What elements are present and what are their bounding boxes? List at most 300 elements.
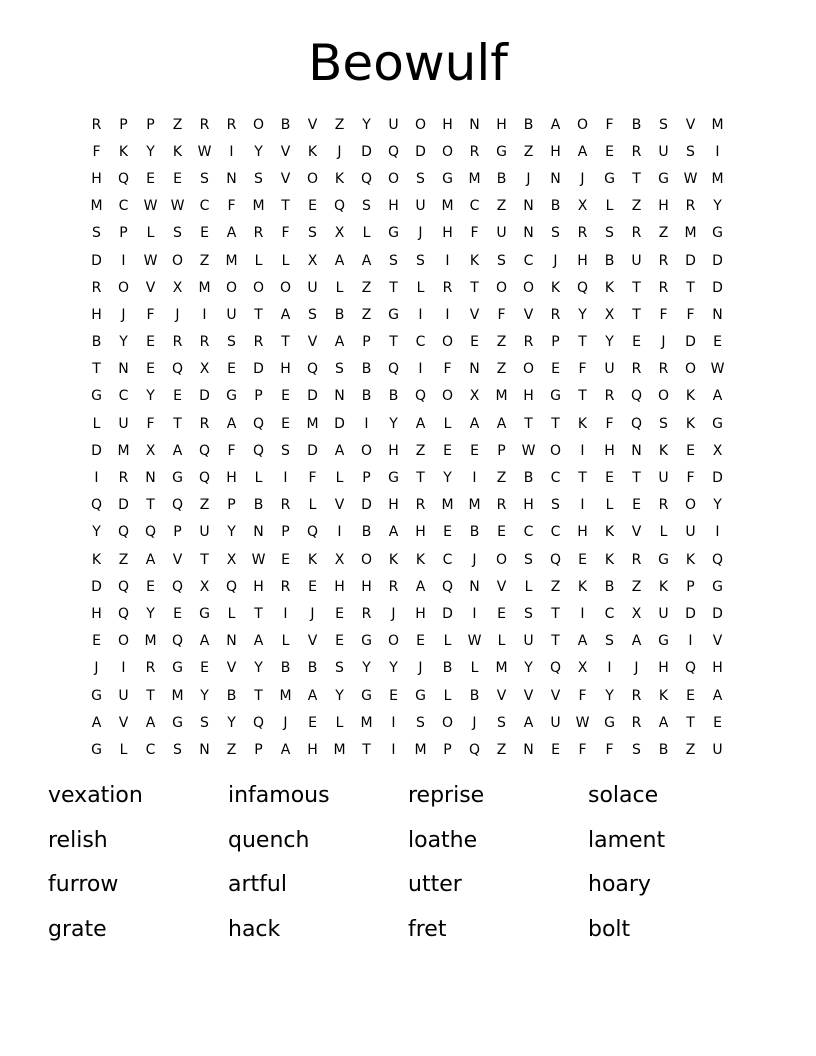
grid-cell: Y (146, 388, 155, 405)
grid-cell: L (605, 198, 614, 215)
grid-cell: S (605, 633, 614, 650)
grid-cell: H (658, 660, 669, 677)
grid-cell: C (118, 198, 129, 215)
grid-cell: A (280, 741, 291, 758)
grid-cell: O (441, 388, 454, 405)
grid-cell: Z (361, 306, 372, 323)
grid-cell: Q (225, 578, 238, 595)
grid-cell: D (199, 388, 210, 405)
grid-cell: X (334, 225, 345, 242)
grid-cell: O (387, 633, 400, 650)
grid-cell: S (497, 714, 506, 731)
grid-cell: E (281, 388, 290, 405)
grid-row (83, 383, 731, 410)
grid-cell: X (307, 252, 318, 269)
grid-cell: C (523, 524, 534, 541)
grid-cell: I (445, 252, 450, 269)
grid-cell: L (524, 578, 533, 595)
grid-cell: Q (117, 578, 130, 595)
grid-cell: X (334, 551, 345, 568)
grid-cell: W (143, 198, 158, 215)
grid-cell: O (279, 279, 292, 296)
grid-cell: O (171, 252, 184, 269)
grid-cell: U (226, 306, 237, 323)
grid-cell: B (361, 388, 372, 405)
grid-cell: A (226, 415, 237, 432)
letter-grid (83, 111, 731, 764)
grid-cell: H (226, 470, 237, 487)
grid-cell: R (631, 551, 642, 568)
grid-cell: K (307, 143, 318, 160)
grid-cell: Z (631, 198, 642, 215)
grid-cell: T (686, 279, 695, 296)
grid-cell: G (658, 633, 669, 650)
grid-cell: Q (252, 442, 265, 459)
grid-cell: U (118, 687, 129, 704)
grid-cell: N (226, 633, 237, 650)
grid-cell: Q (306, 361, 319, 378)
grid-cell: Z (334, 116, 345, 133)
grid-cell: M (252, 198, 265, 215)
grid-cell: J (472, 551, 477, 568)
grid-cell: L (227, 605, 236, 622)
grid-cell: J (472, 714, 477, 731)
grid-cell: P (497, 442, 506, 459)
grid-cell: U (307, 279, 318, 296)
grid-cell: E (335, 633, 344, 650)
grid-cell: E (470, 442, 479, 459)
grid-cell: O (684, 361, 697, 378)
grid-cell: I (391, 714, 396, 731)
grid-cell: A (334, 252, 345, 269)
grid-cell: Q (171, 633, 184, 650)
grid-cell: I (445, 306, 450, 323)
grid-cell: Z (496, 361, 507, 378)
grid-cell: G (550, 388, 561, 405)
word-list-item: reprise (408, 783, 485, 808)
grid-row (83, 165, 731, 192)
grid-cell: B (91, 334, 102, 351)
grid-cell: Y (362, 116, 371, 133)
grid-cell: E (578, 551, 587, 568)
grid-cell: C (442, 551, 453, 568)
grid-cell: N (334, 388, 345, 405)
grid-cell: E (92, 633, 101, 650)
grid-cell: D (442, 605, 453, 622)
grid-cell: Y (146, 605, 155, 622)
grid-cell: T (578, 388, 587, 405)
grid-cell: V (523, 687, 534, 704)
grid-cell: L (470, 660, 479, 677)
grid-cell: G (712, 578, 723, 595)
grid-cell: R (415, 497, 426, 514)
grid-cell: K (658, 442, 669, 459)
grid-cell: L (308, 497, 317, 514)
grid-cell: Z (361, 279, 372, 296)
grid-cell: S (416, 170, 425, 187)
grid-cell: E (335, 605, 344, 622)
grid-cell: J (121, 306, 126, 323)
grid-cell: R (199, 415, 210, 432)
grid-cell: N (469, 578, 480, 595)
grid-cell: F (605, 741, 614, 758)
grid-cell: K (415, 551, 426, 568)
grid-cell: P (281, 524, 290, 541)
grid-cell: T (578, 470, 587, 487)
grid-cell: G (226, 388, 237, 405)
grid-cell: A (253, 633, 264, 650)
grid-cell: K (685, 415, 696, 432)
grid-cell: U (685, 524, 696, 541)
grid-cell: P (443, 741, 452, 758)
grid-cell: A (469, 415, 480, 432)
grid-cell: D (712, 605, 723, 622)
grid-cell: E (443, 524, 452, 541)
grid-cell: T (578, 334, 587, 351)
grid-cell: S (308, 225, 317, 242)
grid-cell: U (604, 361, 615, 378)
grid-row (83, 193, 731, 220)
grid-cell: K (577, 415, 588, 432)
grid-cell: L (254, 470, 263, 487)
grid-cell: I (418, 361, 423, 378)
grid-cell: K (658, 578, 669, 595)
grid-cell: A (280, 306, 291, 323)
grid-cell: D (91, 442, 102, 459)
grid-cell: W (197, 143, 212, 160)
grid-cell: N (469, 116, 480, 133)
grid-row (83, 247, 731, 274)
grid-cell: V (496, 578, 507, 595)
grid-row (83, 329, 731, 356)
grid-cell: T (146, 497, 155, 514)
grid-cell: T (254, 687, 263, 704)
grid-cell: V (145, 279, 156, 296)
grid-cell: Z (658, 225, 669, 242)
grid-cell: Q (630, 388, 643, 405)
grid-cell: I (472, 470, 477, 487)
grid-cell: A (361, 252, 372, 269)
grid-cell: B (523, 116, 534, 133)
grid-cell: B (604, 252, 615, 269)
grid-cell: H (388, 198, 399, 215)
word-list-item: furrow (48, 872, 119, 897)
grid-cell: C (523, 252, 534, 269)
grid-cell: Y (713, 198, 722, 215)
grid-cell: M (495, 388, 508, 405)
grid-cell: G (712, 225, 723, 242)
grid-cell: Z (199, 252, 210, 269)
grid-cell: U (415, 198, 426, 215)
grid-cell: R (253, 225, 264, 242)
grid-cell: J (418, 660, 423, 677)
grid-cell: O (495, 551, 508, 568)
grid-cell: P (551, 334, 560, 351)
grid-cell: U (118, 415, 129, 432)
grid-cell: I (580, 442, 585, 459)
grid-cell: R (199, 334, 210, 351)
grid-cell: S (173, 225, 182, 242)
grid-row (83, 492, 731, 519)
grid-cell: H (388, 442, 399, 459)
grid-cell: A (658, 714, 669, 731)
grid-cell: R (631, 143, 642, 160)
grid-cell: T (551, 633, 560, 650)
grid-cell: A (415, 578, 426, 595)
grid-cell: Y (524, 660, 533, 677)
grid-cell: N (253, 524, 264, 541)
grid-cell: J (634, 660, 639, 677)
grid-cell: S (524, 605, 533, 622)
grid-cell: T (389, 279, 398, 296)
grid-cell: V (172, 551, 183, 568)
grid-row (83, 682, 731, 709)
grid-cell: A (199, 633, 210, 650)
grid-row (83, 356, 731, 383)
grid-cell: J (94, 660, 99, 677)
grid-cell: C (604, 605, 615, 622)
grid-cell: E (551, 361, 560, 378)
grid-cell: K (658, 687, 669, 704)
grid-cell: F (443, 361, 452, 378)
grid-cell: D (361, 497, 372, 514)
grid-cell: Q (387, 361, 400, 378)
grid-cell: J (553, 252, 558, 269)
grid-cell: B (469, 687, 480, 704)
grid-cell: I (715, 524, 720, 541)
grid-cell: F (659, 306, 668, 323)
word-list (48, 776, 768, 954)
grid-cell: P (146, 116, 155, 133)
grid-cell: E (146, 170, 155, 187)
grid-cell: I (472, 605, 477, 622)
grid-cell: N (145, 470, 156, 487)
grid-cell: I (607, 660, 612, 677)
grid-cell: Y (389, 415, 398, 432)
grid-cell: P (362, 334, 371, 351)
grid-cell: O (657, 388, 670, 405)
grid-row (83, 655, 731, 682)
grid-cell: E (416, 633, 425, 650)
word-list-item: grate (48, 916, 107, 942)
grid-cell: J (337, 143, 342, 160)
grid-cell: G (91, 687, 102, 704)
grid-cell: E (173, 388, 182, 405)
grid-cell: N (523, 225, 534, 242)
grid-cell: T (362, 741, 371, 758)
grid-cell: Q (198, 442, 211, 459)
grid-cell: A (145, 714, 156, 731)
grid-cell: A (145, 551, 156, 568)
grid-cell: T (92, 361, 101, 378)
grid-cell: O (576, 116, 589, 133)
grid-cell: G (91, 741, 102, 758)
grid-cell: M (306, 415, 319, 432)
grid-cell: Q (198, 470, 211, 487)
grid-row (83, 437, 731, 464)
grid-cell: C (415, 334, 426, 351)
grid-cell: E (551, 741, 560, 758)
grid-cell: F (497, 306, 506, 323)
grid-cell: A (172, 442, 183, 459)
grid-cell: I (364, 415, 369, 432)
grid-cell: T (281, 334, 290, 351)
grid-cell: X (631, 605, 642, 622)
grid-cell: Y (389, 660, 398, 677)
grid-cell: T (281, 198, 290, 215)
grid-cell: H (550, 143, 561, 160)
grid-cell: R (658, 497, 669, 514)
grid-cell: E (146, 334, 155, 351)
grid-cell: H (523, 497, 534, 514)
grid-cell: S (632, 741, 641, 758)
grid-cell: T (173, 415, 182, 432)
grid-cell: X (199, 361, 210, 378)
grid-cell: H (91, 306, 102, 323)
grid-cell: N (631, 442, 642, 459)
grid-cell: E (605, 470, 614, 487)
grid-cell: Q (468, 741, 481, 758)
grid-cell: G (712, 415, 723, 432)
grid-cell: R (91, 116, 102, 133)
grid-cell: E (497, 605, 506, 622)
grid-cell: Q (549, 551, 562, 568)
grid-cell: I (337, 524, 342, 541)
grid-cell: B (496, 170, 507, 187)
grid-cell: Q (414, 388, 427, 405)
grid-cell: T (632, 470, 641, 487)
grid-cell: K (604, 279, 615, 296)
grid-cell: Y (605, 687, 614, 704)
word-list-item: fret (408, 916, 447, 942)
grid-cell: S (686, 143, 695, 160)
grid-cell: O (360, 551, 373, 568)
grid-cell: J (175, 306, 180, 323)
grid-cell: Q (576, 279, 589, 296)
grid-cell: F (605, 415, 614, 432)
grid-cell: O (522, 361, 535, 378)
grid-cell: I (121, 252, 126, 269)
grid-cell: L (92, 415, 101, 432)
grid-row (83, 464, 731, 491)
grid-cell: W (251, 551, 266, 568)
grid-cell: F (308, 470, 317, 487)
grid-cell: H (415, 524, 426, 541)
grid-cell: D (307, 388, 318, 405)
grid-cell: M (414, 741, 427, 758)
grid-cell: J (580, 170, 585, 187)
grid-cell: E (146, 361, 155, 378)
grid-cell: I (283, 470, 288, 487)
grid-cell: Y (227, 714, 236, 731)
grid-cell: P (362, 470, 371, 487)
grid-cell: B (442, 660, 453, 677)
grid-cell: Q (252, 415, 265, 432)
grid-cell: N (226, 170, 237, 187)
grid-cell: R (496, 497, 507, 514)
grid-cell: V (685, 116, 696, 133)
grid-cell: V (118, 714, 129, 731)
grid-cell: R (253, 334, 264, 351)
grid-cell: F (578, 687, 587, 704)
grid-cell: E (227, 361, 236, 378)
grid-cell: P (119, 116, 128, 133)
grid-cell: M (90, 198, 103, 215)
grid-cell: X (604, 306, 615, 323)
grid-cell: A (550, 116, 561, 133)
grid-cell: L (335, 714, 344, 731)
grid-cell: M (171, 687, 184, 704)
word-list-item: solace (588, 783, 659, 808)
grid-cell: M (468, 170, 481, 187)
grid-cell: K (388, 551, 399, 568)
grid-cell: X (172, 279, 183, 296)
grid-cell: V (334, 497, 345, 514)
grid-row (83, 138, 731, 165)
grid-row (83, 410, 731, 437)
grid-cell: B (388, 388, 399, 405)
word-list-item: utter (408, 872, 462, 897)
grid-row (83, 546, 731, 573)
grid-cell: H (658, 198, 669, 215)
grid-cell: I (580, 497, 585, 514)
grid-cell: T (470, 279, 479, 296)
grid-cell: S (551, 225, 560, 242)
grid-cell: G (658, 170, 669, 187)
grid-cell: I (229, 143, 234, 160)
grid-cell: R (523, 334, 534, 351)
grid-cell: L (281, 633, 290, 650)
grid-cell: L (497, 633, 506, 650)
grid-cell: C (145, 741, 156, 758)
grid-cell: D (415, 143, 426, 160)
grid-cell: Z (523, 143, 534, 160)
grid-row (83, 301, 731, 328)
grid-row (83, 573, 731, 600)
grid-cell: U (550, 714, 561, 731)
grid-cell: Y (146, 143, 155, 160)
grid-cell: Z (226, 741, 237, 758)
grid-cell: S (173, 741, 182, 758)
grid-cell: Q (117, 524, 130, 541)
grid-cell: O (225, 279, 238, 296)
word-list-item: infamous (228, 783, 330, 808)
word-list-item: vexation (48, 783, 143, 808)
grid-cell: I (121, 660, 126, 677)
grid-cell: A (577, 633, 588, 650)
grid-cell: S (200, 170, 209, 187)
grid-cell: Q (171, 497, 184, 514)
grid-row (83, 111, 731, 138)
grid-cell: I (391, 741, 396, 758)
grid-cell: L (443, 687, 452, 704)
grid-cell: G (415, 687, 426, 704)
grid-cell: R (145, 660, 156, 677)
grid-cell: N (199, 741, 210, 758)
page-title: Beowulf (308, 34, 508, 92)
grid-cell: P (254, 741, 263, 758)
grid-cell: D (91, 578, 102, 595)
grid-cell: R (631, 361, 642, 378)
grid-cell: G (172, 470, 183, 487)
grid-cell: G (172, 714, 183, 731)
grid-cell: G (658, 551, 669, 568)
grid-cell: R (226, 116, 237, 133)
grid-cell: G (388, 306, 399, 323)
grid-cell: H (388, 497, 399, 514)
grid-cell: Z (685, 741, 696, 758)
grid-cell: R (118, 470, 129, 487)
